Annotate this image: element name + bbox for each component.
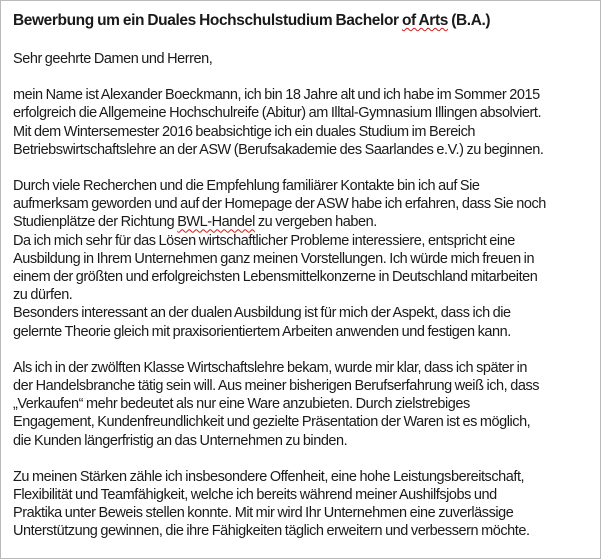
paragraph-experience xyxy=(13,359,598,450)
text-line: erfolgreich die Allgemeine Hochschulreife (Abitur) am Illtal-Gymnasium Illingen absolviert. xyxy=(13,105,542,122)
text-line: der Handelsbranche tätig sein will. Aus meiner bisherigen Berufserfahrung weiß ich, dass xyxy=(13,378,540,395)
text-line: mein Name ist Alexander Boeckmann, ich bin 18 Jahre alt und ich habe im Sommer 2015 xyxy=(13,87,540,104)
text-line xyxy=(13,213,598,231)
text-line: „Verkaufen“ mehr bedeutet als nur eine Ware anzubieten. Durch zielstrebiges xyxy=(13,396,470,413)
salutation: Sehr geehrte Damen und Herren, xyxy=(13,51,213,67)
text-line: Mit dem Wintersemester 2016 beabsichtige ich ein duales Studium im Bereich xyxy=(13,123,475,140)
spellcheck-flagged-word[interactable]: BWL-Handel xyxy=(177,214,255,231)
paragraph-motivation xyxy=(13,177,598,232)
text-line: Ausbildung in Ihrem Unternehmen ganz meinen Vorstellungen. Ich würde mich freuen in xyxy=(13,250,535,267)
text-line: zu dürfen. xyxy=(13,287,73,304)
text-line: Durch viele Recherchen und die Empfehlung familiärer Kontakte bin ich auf Sie xyxy=(13,178,480,195)
text-segment: zu vergeben haben. xyxy=(254,214,377,231)
text-line: Praktika unter Beweis stellen konnte. Mit mir wird Ihr Unternehmen eine zuverlässige xyxy=(13,505,514,522)
title-suffix: (B.A.) xyxy=(447,12,491,29)
text-line: gelernte Theorie gleich mit praxisorientiertem Arbeiten anwenden und festigen kann. xyxy=(13,323,511,340)
text-line: Unterstützung gewinnen, die ihre Fähigkeiten täglich erweitern und verbessern möchte. xyxy=(13,523,530,540)
document-body xyxy=(13,11,598,559)
text-segment: Studienplätze der Richtung xyxy=(13,214,178,231)
text-line: aufmerksam geworden und auf der Homepage der ASW habe ich erfahren, dass Sie noch xyxy=(13,196,546,213)
document-title xyxy=(13,11,598,30)
text-line: Als ich in der zwölften Klasse Wirtschaftslehre bekam, wurde mir klar, dass ich später in xyxy=(13,359,528,376)
paragraph-strengths xyxy=(13,468,598,541)
paragraph-introduction xyxy=(13,86,598,159)
paragraph-dual-study xyxy=(13,304,598,340)
text-line: Besonders interessant an der dualen Ausbildung ist für mich der Aspekt, dass ich die xyxy=(13,305,511,322)
text-line: Flexibilität und Teamfähigkeit, welche ich bereits während meiner Aushilfsjobs und xyxy=(13,487,497,504)
text-line: die Kunden längerfristig an das Unternehmen zu binden. xyxy=(13,432,348,449)
text-line: Betriebswirtschaftslehre an der ASW (Berufsakademie des Saarlandes e.V.) zu beginnen. xyxy=(13,141,544,158)
paragraph-interest xyxy=(13,232,598,305)
text-line: Zu meinen Stärken zähle ich insbesondere Offenheit, eine hohe Leistungsbereitschaft, xyxy=(13,468,525,485)
spellcheck-flagged-word[interactable]: of Arts xyxy=(401,12,448,29)
text-line: Da ich mich sehr für das Lösen wirtschaftlicher Probleme interessiere, entspricht eine xyxy=(13,232,515,249)
title-text: Bewerbung um ein Duales Hochschulstudium Bachelor xyxy=(13,12,402,29)
text-line: einem der größten und erfolgreichsten Lebensmittelkonzerne in Deutschland mitarbeiten xyxy=(13,269,538,286)
text-line: Engagement, Kundenfreundlichkeit und gezielte Präsentation der Waren ist es möglich, xyxy=(13,414,531,431)
